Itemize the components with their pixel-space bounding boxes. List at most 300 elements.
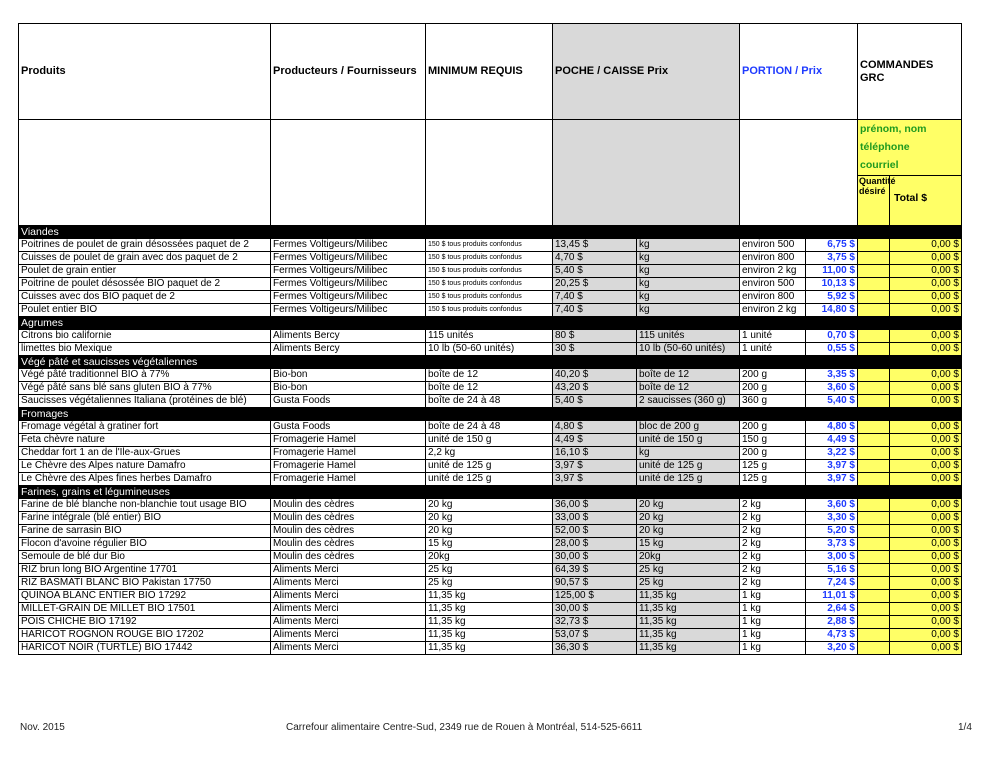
portion-price: 7,24 $ [806,577,858,590]
portion-price: 4,80 $ [806,421,858,434]
pack-unit: 2 saucisses (360 g) [637,395,740,408]
category-row [19,486,962,499]
qty-total-header [858,175,961,225]
pack-unit: bloc de 200 g [637,421,740,434]
portion-price: 3,75 $ [806,252,858,265]
line-total: 0,00 $ [890,473,962,486]
quantity-input[interactable] [858,330,890,343]
portion-size: 1 unité [740,330,806,343]
line-total: 0,00 $ [890,343,962,356]
pack-unit: 25 kg [637,564,740,577]
pack-unit: 11,35 kg [637,616,740,629]
quantity-input[interactable] [858,343,890,356]
portion-size: environ 500 [740,278,806,291]
product-name: Citrons bio californie [19,330,271,343]
product-name: Cuisses de poulet de grain avec dos paquet de 2 [19,252,271,265]
supplier: Bio-bon [271,369,426,382]
pack-unit: 11,35 kg [637,590,740,603]
minimum-required: 20kg [426,551,553,564]
product-name: POIS CHICHE BIO 17192 [19,616,271,629]
page-footer [0,722,992,736]
pack-unit: 11,35 kg [637,629,740,642]
blank-cell [426,120,553,226]
product-row [19,434,962,447]
quantity-input[interactable] [858,512,890,525]
pack-price: 30,00 $ [553,551,637,564]
pack-price: 4,49 $ [553,434,637,447]
minimum-required: 20 kg [426,525,553,538]
supplier: Fermes Voltigeurs/Milibec [271,304,426,317]
supplier: Moulin des cèdres [271,551,426,564]
portion-price: 3,22 $ [806,447,858,460]
line-total: 0,00 $ [890,265,962,278]
portion-price: 3,97 $ [806,473,858,486]
portion-price: 4,73 $ [806,629,858,642]
product-row [19,538,962,551]
pack-price: 33,00 $ [553,512,637,525]
product-row [19,291,962,304]
header-poche: POCHE / CAISSE Prix [553,24,740,120]
portion-price: 5,40 $ [806,395,858,408]
minimum-required: 25 kg [426,564,553,577]
pack-unit: 25 kg [637,577,740,590]
product-name: Poulet de grain entier [19,265,271,278]
pack-unit: boîte de 12 [637,369,740,382]
pack-price: 43,20 $ [553,382,637,395]
product-name: Poitrines de poulet de grain désossées paquet de 2 [19,239,271,252]
portion-size: 200 g [740,369,806,382]
pack-price: 7,40 $ [553,304,637,317]
product-name: Farine intégrale (blé entier) BIO [19,512,271,525]
pack-unit: kg [637,265,740,278]
portion-price: 5,92 $ [806,291,858,304]
pack-unit: 15 kg [637,538,740,551]
portion-size: 200 g [740,447,806,460]
supplier: Gusta Foods [271,421,426,434]
quantity-input[interactable] [858,291,890,304]
pack-unit: 11,35 kg [637,642,740,655]
product-row [19,603,962,616]
footer-address: Carrefour alimentaire Centre-Sud, 2349 rue de Rouen à Montréal, 514-525-6611 [286,722,643,733]
line-total: 0,00 $ [890,369,962,382]
product-name: Flocon d'avoine régulier BIO [19,538,271,551]
portion-price: 2,88 $ [806,616,858,629]
pack-unit: 10 lb (50-60 unités) [637,343,740,356]
pack-unit: kg [637,291,740,304]
supplier: Aliments Bercy [271,343,426,356]
quantity-input[interactable] [858,239,890,252]
supplier: Fermes Voltigeurs/Milibec [271,265,426,278]
supplier: Fermes Voltigeurs/Milibec [271,278,426,291]
pack-price: 3,97 $ [553,473,637,486]
portion-price: 3,30 $ [806,512,858,525]
category-title: Végé pâté et saucisses végétaliennes [19,356,962,369]
portion-price: 2,64 $ [806,603,858,616]
line-total: 0,00 $ [890,499,962,512]
line-total: 0,00 $ [890,278,962,291]
product-row [19,460,962,473]
supplier: Moulin des cèdres [271,499,426,512]
quantity-input[interactable] [858,278,890,291]
portion-size: 1 kg [740,616,806,629]
minimum-required: 150 $ tous produits confondus [426,265,553,278]
product-row [19,551,962,564]
quantity-input[interactable] [858,460,890,473]
minimum-required: 11,35 kg [426,590,553,603]
product-row [19,577,962,590]
customer-info-row [19,120,962,226]
customer-phone-label[interactable]: téléphone [860,141,910,153]
pack-unit: 20 kg [637,499,740,512]
product-row [19,395,962,408]
product-row [19,382,962,395]
qty-label: Quantité désiré [858,176,890,225]
minimum-required: 11,35 kg [426,603,553,616]
order-form-table [18,23,962,655]
product-row [19,265,962,278]
minimum-required: 11,35 kg [426,642,553,655]
supplier: Moulin des cèdres [271,512,426,525]
line-total: 0,00 $ [890,447,962,460]
line-total: 0,00 $ [890,564,962,577]
minimum-required: boîte de 12 [426,369,553,382]
pack-price: 4,70 $ [553,252,637,265]
line-total: 0,00 $ [890,434,962,447]
quantity-input[interactable] [858,473,890,486]
product-name: QUINOA BLANC ENTIER BIO 17292 [19,590,271,603]
line-total: 0,00 $ [890,460,962,473]
quantity-input[interactable] [858,616,890,629]
product-name: HARICOT ROGNON ROUGE BIO 17202 [19,629,271,642]
line-total: 0,00 $ [890,616,962,629]
blank-cell [19,120,271,226]
pack-price: 36,30 $ [553,642,637,655]
minimum-required: 150 $ tous produits confondus [426,252,553,265]
line-total: 0,00 $ [890,304,962,317]
customer-info-cell[interactable] [858,120,962,226]
product-name: Feta chèvre nature [19,434,271,447]
product-row [19,278,962,291]
supplier: Fermes Voltigeurs/Milibec [271,291,426,304]
product-row [19,512,962,525]
portion-price: 11,00 $ [806,265,858,278]
header-producteurs: Producteurs / Fournisseurs [271,24,426,120]
portion-size: 1 kg [740,629,806,642]
category-title: Fromages [19,408,962,421]
header-minimum: MINIMUM REQUIS [426,24,553,120]
portion-size: 2 kg [740,551,806,564]
footer-page-number: 1/4 [958,722,972,733]
header-row [19,24,962,120]
supplier: Aliments Merci [271,616,426,629]
quantity-input[interactable] [858,252,890,265]
portion-size: 2 kg [740,499,806,512]
supplier: Aliments Merci [271,564,426,577]
blank-cell [740,120,858,226]
pack-price: 16,10 $ [553,447,637,460]
quantity-input[interactable] [858,629,890,642]
line-total: 0,00 $ [890,538,962,551]
minimum-required: unité de 125 g [426,473,553,486]
pack-unit: 20kg [637,551,740,564]
quantity-input[interactable] [858,590,890,603]
pack-price: 5,40 $ [553,265,637,278]
product-name: Le Chèvre des Alpes nature Damafro [19,460,271,473]
portion-price: 3,97 $ [806,460,858,473]
quantity-input[interactable] [858,499,890,512]
portion-price: 0,55 $ [806,343,858,356]
category-row [19,408,962,421]
minimum-required: 2,2 kg [426,447,553,460]
line-total: 0,00 $ [890,525,962,538]
line-total: 0,00 $ [890,577,962,590]
pack-price: 32,73 $ [553,616,637,629]
product-row [19,473,962,486]
product-name: Végé pâté sans blé sans gluten BIO à 77% [19,382,271,395]
quantity-input[interactable] [858,447,890,460]
quantity-input[interactable] [858,395,890,408]
portion-size: 125 g [740,460,806,473]
product-row [19,525,962,538]
quantity-input[interactable] [858,434,890,447]
pack-unit: kg [637,304,740,317]
customer-name-label[interactable]: prénom, nom [860,123,927,135]
header-portion: PORTION / Prix [740,24,858,120]
minimum-required: 11,35 kg [426,629,553,642]
category-title: Farines, grains et légumineuses [19,486,962,499]
supplier: Aliments Merci [271,590,426,603]
category-title: Agrumes [19,317,962,330]
supplier: Moulin des cèdres [271,525,426,538]
customer-email-label[interactable]: courriel [860,159,899,171]
minimum-required: 15 kg [426,538,553,551]
quantity-input[interactable] [858,265,890,278]
supplier: Aliments Merci [271,603,426,616]
line-total: 0,00 $ [890,512,962,525]
portion-size: 1 unité [740,343,806,356]
pack-price: 52,00 $ [553,525,637,538]
minimum-required: 20 kg [426,512,553,525]
supplier: Fromagerie Hamel [271,434,426,447]
pack-price: 5,40 $ [553,395,637,408]
minimum-required: 10 lb (50-60 unités) [426,343,553,356]
pack-unit: 20 kg [637,525,740,538]
product-row [19,343,962,356]
pack-unit: 11,35 kg [637,603,740,616]
pack-price: 125,00 $ [553,590,637,603]
line-total: 0,00 $ [890,551,962,564]
product-name: Cheddar fort 1 an de l'Ile-aux-Grues [19,447,271,460]
product-name: RIZ BASMATI BLANC BIO Pakistan 17750 [19,577,271,590]
product-row [19,421,962,434]
pack-unit: boîte de 12 [637,382,740,395]
blank-gray-cell [553,120,740,226]
portion-size: 2 kg [740,512,806,525]
portion-size: 125 g [740,473,806,486]
pack-price: 30,00 $ [553,603,637,616]
category-title: Viandes [19,226,962,239]
line-total: 0,00 $ [890,395,962,408]
portion-size: 1 kg [740,590,806,603]
portion-size: 360 g [740,395,806,408]
product-name: Cuisses avec dos BIO paquet de 2 [19,291,271,304]
portion-price: 3,00 $ [806,551,858,564]
line-total: 0,00 $ [890,629,962,642]
line-total: 0,00 $ [890,382,962,395]
quantity-input[interactable] [858,603,890,616]
product-row [19,304,962,317]
product-name: Le Chèvre des Alpes fines herbes Damafro [19,473,271,486]
minimum-required: boîte de 24 à 48 [426,421,553,434]
supplier: Aliments Merci [271,642,426,655]
supplier: Bio-bon [271,382,426,395]
pack-unit: unité de 125 g [637,460,740,473]
supplier: Moulin des cèdres [271,538,426,551]
minimum-required: 150 $ tous produits confondus [426,278,553,291]
portion-price: 3,35 $ [806,369,858,382]
quantity-input[interactable] [858,642,890,655]
quantity-input[interactable] [858,369,890,382]
portion-size: 2 kg [740,577,806,590]
header-commandes: COMMANDES GRC [858,24,962,120]
product-name: Fromage végétal à gratiner fort [19,421,271,434]
product-name: RIZ brun long BIO Argentine 17701 [19,564,271,577]
minimum-required: 150 $ tous produits confondus [426,291,553,304]
pack-unit: kg [637,252,740,265]
portion-price: 10,13 $ [806,278,858,291]
pack-unit: kg [637,447,740,460]
product-row [19,499,962,512]
blank-cell [271,120,426,226]
product-name: Végé pâté traditionnel BIO à 77% [19,369,271,382]
portion-size: 2 kg [740,564,806,577]
portion-price: 0,70 $ [806,330,858,343]
quantity-input[interactable] [858,564,890,577]
portion-size: environ 800 [740,291,806,304]
product-row [19,239,962,252]
portion-price: 5,20 $ [806,525,858,538]
portion-size: 2 kg [740,525,806,538]
line-total: 0,00 $ [890,239,962,252]
quantity-input[interactable] [858,525,890,538]
supplier: Aliments Merci [271,577,426,590]
pack-price: 36,00 $ [553,499,637,512]
portion-size: 1 kg [740,642,806,655]
product-name: Semoule de blé dur Bio [19,551,271,564]
supplier: Gusta Foods [271,395,426,408]
product-name: Poitrine de poulet désossée BIO paquet de 2 [19,278,271,291]
line-total: 0,00 $ [890,291,962,304]
category-row [19,356,962,369]
quantity-input[interactable] [858,538,890,551]
product-row [19,369,962,382]
pack-unit: 20 kg [637,512,740,525]
supplier: Aliments Bercy [271,330,426,343]
line-total: 0,00 $ [890,330,962,343]
product-name: Poulet entier BIO [19,304,271,317]
product-name: Saucisses végétaliennes Italiana (protéines de blé) [19,395,271,408]
line-total: 0,00 $ [890,642,962,655]
supplier: Fermes Voltigeurs/Milibec [271,239,426,252]
pack-unit: kg [637,278,740,291]
quantity-input[interactable] [858,421,890,434]
portion-price: 3,73 $ [806,538,858,551]
pack-price: 90,57 $ [553,577,637,590]
pack-price: 40,20 $ [553,369,637,382]
category-row [19,226,962,239]
product-row [19,564,962,577]
footer-date: Nov. 2015 [20,722,65,733]
pack-price: 64,39 $ [553,564,637,577]
portion-size: environ 2 kg [740,265,806,278]
product-row [19,447,962,460]
product-name: HARICOT NOIR (TURTLE) BIO 17442 [19,642,271,655]
header-produits: Produits [19,24,271,120]
portion-price: 6,75 $ [806,239,858,252]
pack-price: 13,45 $ [553,239,637,252]
portion-price: 11,01 $ [806,590,858,603]
pack-unit: 115 unités [637,330,740,343]
line-total: 0,00 $ [890,421,962,434]
pack-unit: kg [637,239,740,252]
pack-price: 28,00 $ [553,538,637,551]
minimum-required: unité de 125 g [426,460,553,473]
line-total: 0,00 $ [890,590,962,603]
product-row [19,642,962,655]
product-name: limettes bio Mexique [19,343,271,356]
portion-size: 200 g [740,382,806,395]
quantity-input[interactable] [858,304,890,317]
portion-size: 2 kg [740,538,806,551]
portion-size: environ 500 [740,239,806,252]
product-row [19,330,962,343]
product-row [19,252,962,265]
quantity-input[interactable] [858,551,890,564]
minimum-required: unité de 150 g [426,434,553,447]
pack-price: 80 $ [553,330,637,343]
pack-price: 3,97 $ [553,460,637,473]
portion-price: 14,80 $ [806,304,858,317]
minimum-required: 20 kg [426,499,553,512]
minimum-required: 11,35 kg [426,616,553,629]
product-name: Farine de blé blanche non-blanchie tout usage BIO [19,499,271,512]
portion-price: 3,60 $ [806,499,858,512]
portion-size: environ 2 kg [740,304,806,317]
product-row [19,616,962,629]
supplier: Fermes Voltigeurs/Milibec [271,252,426,265]
portion-size: 1 kg [740,603,806,616]
portion-price: 3,20 $ [806,642,858,655]
minimum-required: boîte de 12 [426,382,553,395]
portion-size: 150 g [740,434,806,447]
minimum-required: 25 kg [426,577,553,590]
product-row [19,629,962,642]
line-total: 0,00 $ [890,603,962,616]
portion-price: 4,49 $ [806,434,858,447]
category-row [19,317,962,330]
supplier: Aliments Merci [271,629,426,642]
minimum-required: boîte de 24 à 48 [426,395,553,408]
quantity-input[interactable] [858,577,890,590]
pack-price: 20,25 $ [553,278,637,291]
total-label: Total $ [894,192,928,204]
pack-price: 53,07 $ [553,629,637,642]
supplier: Fromagerie Hamel [271,460,426,473]
pack-unit: unité de 125 g [637,473,740,486]
pack-price: 30 $ [553,343,637,356]
quantity-input[interactable] [858,382,890,395]
portion-price: 3,60 $ [806,382,858,395]
